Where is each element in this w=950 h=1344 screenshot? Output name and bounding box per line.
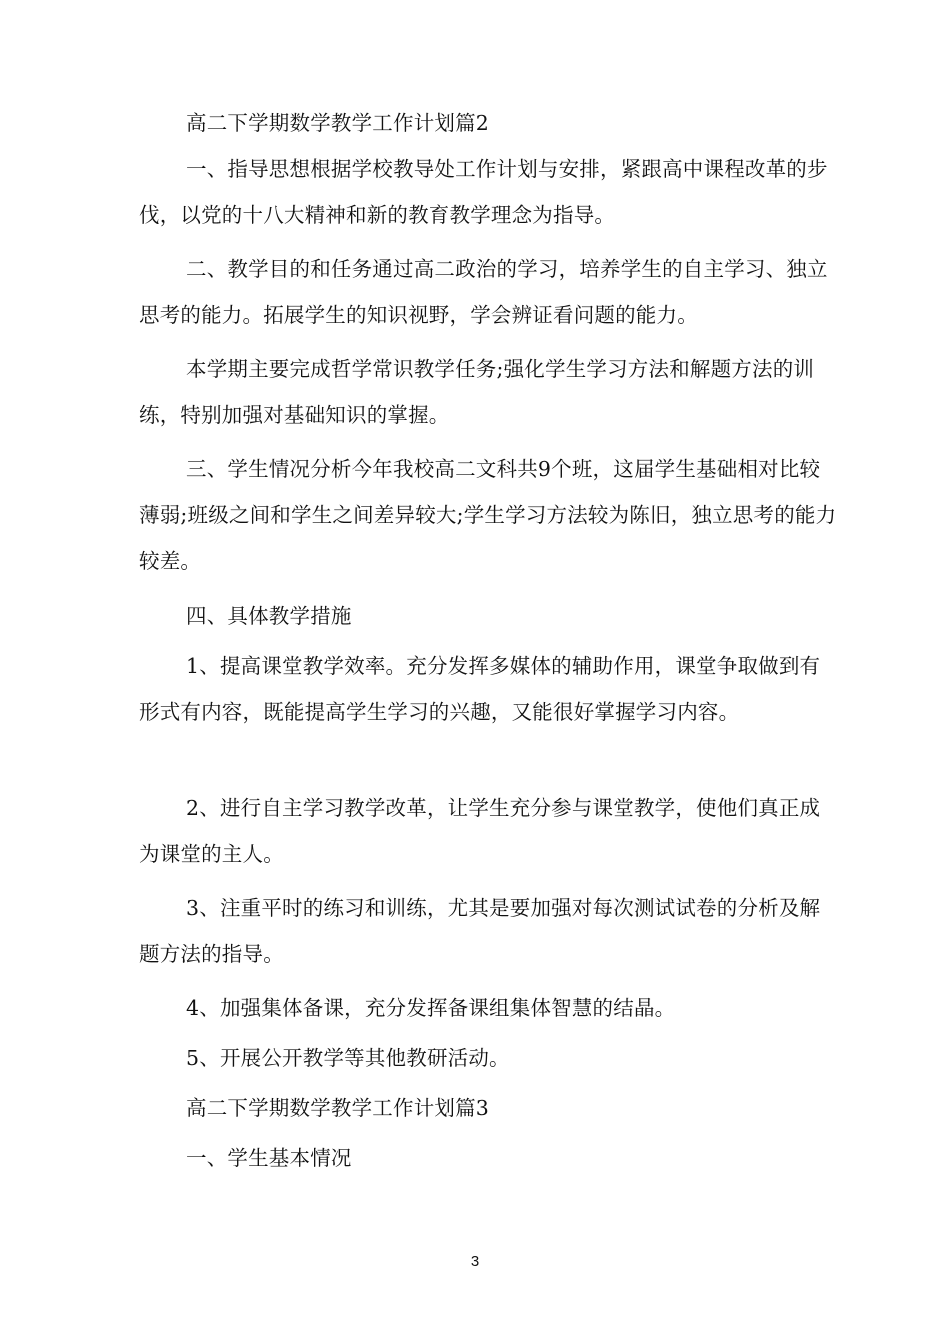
paragraph-measure-5: 5、开展公开教学等其他教研活动。 <box>186 1046 510 1070</box>
paragraph-student-basics-heading: 一、学生基本情况 <box>186 1146 352 1170</box>
section-heading-plan-3: 高二下学期数学教学工作计划篇3 <box>186 1096 490 1120</box>
paragraph-measure-4: 4、加强集体备课，充分发挥备课组集体智慧的结晶。 <box>186 996 676 1020</box>
paragraph-measures-heading: 四、具体教学措施 <box>186 604 352 628</box>
paragraph-guiding-ideology: 一、指导思想根据学校教导处工作计划与安排，紧跟高中课程改革的步伐，以党的十八大精神和新的教育教学理念为指导。 <box>139 157 828 227</box>
paragraph-measure-3: 3、注重平时的练习和训练，尤其是要加强对每次测试试卷的分析及解题方法的指导。 <box>139 896 821 966</box>
paragraph-student-analysis: 三、学生情况分析今年我校高二文科共9个班，这届学生基础相对比较薄弱;班级之间和学生之间差异较大;学生学习方法较为陈旧，独立思考的能力较差。 <box>139 457 837 573</box>
section-heading-plan-2: 高二下学期数学教学工作计划篇2 <box>186 111 490 135</box>
paragraph-measure-2: 2、进行自主学习教学改革，让学生充分参与课堂教学，使他们真正成为课堂的主人。 <box>139 796 821 866</box>
paragraph-semester-tasks: 本学期主要完成哲学常识教学任务;强化学生学习方法和解题方法的训练，特别加强对基础知识的掌握。 <box>139 357 815 427</box>
paragraph-measure-1: 1、提高课堂教学效率。充分发挥多媒体的辅助作用，课堂争取做到有形式有内容，既能提高学生学习的兴趣，又能很好掌握学习内容。 <box>139 654 821 724</box>
page-number: 3 <box>470 1253 480 1270</box>
paragraph-teaching-goals: 二、教学目的和任务通过高二政治的学习，培养学生的自主学习、独立思考的能力。拓展学生的知识视野，学会辨证看问题的能力。 <box>139 257 828 327</box>
